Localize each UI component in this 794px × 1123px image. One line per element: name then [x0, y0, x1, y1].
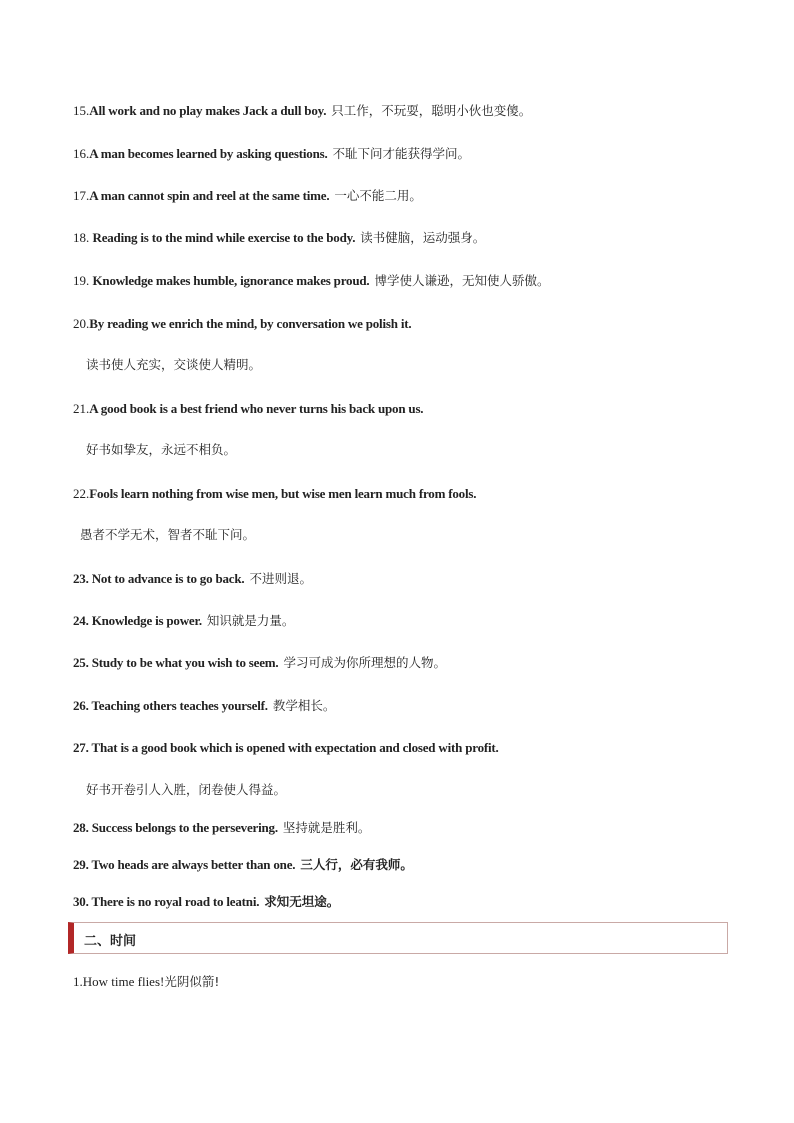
proverb-english: Success belongs to the persevering. — [91, 820, 278, 835]
proverb-number: 21. — [73, 401, 90, 416]
proverb-number: 17. — [73, 188, 90, 203]
proverb-number: 27. — [73, 740, 92, 755]
proverb-translation: 好书如挚友，永远不相负。 — [86, 442, 237, 457]
proverb-line — [73, 697, 335, 715]
proverb-english: Teaching others teaches yourself. — [91, 698, 268, 713]
proverb-chinese: 学习可成为你所理想的人物。 — [283, 655, 446, 670]
time-proverb-english: 1.How time flies! — [73, 974, 165, 989]
proverb-number: 23. — [73, 571, 92, 586]
proverb-line — [73, 570, 312, 588]
proverb-english: Two heads are always better than one. — [91, 857, 296, 872]
proverb-chinese: 三人行，必有我师。 — [300, 857, 413, 872]
proverb-chinese: 知识就是力量。 — [206, 613, 295, 628]
proverb-number: 28. — [73, 820, 92, 835]
proverb-line — [73, 315, 411, 333]
proverb-translation: 愚者不学无术，智者不耻下问。 — [80, 527, 256, 542]
proverb-english: There is no royal road to leatni. — [91, 894, 260, 909]
proverb-number: 29. — [73, 857, 92, 872]
time-proverb-chinese: 光阴似箭! — [164, 974, 220, 989]
proverb-english: Fools learn nothing from wise men, but wise men learn much from fools. — [89, 486, 477, 501]
proverb-line — [73, 739, 499, 757]
proverb-chinese: 一心不能二用。 — [334, 188, 422, 203]
proverb-english: Reading is to the mind while exercise to the body. — [92, 230, 356, 245]
proverb-number: 22. — [73, 486, 90, 501]
proverb-number: 26. — [73, 698, 92, 713]
proverb-english: Knowledge is power. — [91, 613, 202, 628]
proverb-chinese: 不耻下问才能获得学问。 — [332, 146, 471, 161]
proverb-chinese: 博学使人谦逊，无知使人骄傲。 — [374, 273, 550, 288]
proverb-chinese: 只工作，不玩耍，聪明小伙也变傻。 — [331, 103, 532, 118]
proverb-english: All work and no play makes Jack a dull boy. — [89, 103, 327, 118]
proverb-english: Not to advance is to go back. — [91, 571, 245, 586]
proverb-chinese: 不进则退。 — [249, 571, 312, 586]
proverb-line — [73, 819, 370, 837]
proverb-number: 20. — [73, 316, 90, 331]
section-title: 二、时间 — [84, 934, 137, 949]
proverb-chinese: 求知无坦途。 — [264, 894, 340, 909]
proverb-number: 18. — [73, 230, 93, 245]
proverb-line — [73, 654, 446, 672]
proverb-line — [73, 856, 413, 874]
time-proverb-line — [73, 973, 219, 991]
proverb-line — [73, 102, 531, 120]
proverb-chinese: 教学相长。 — [272, 698, 336, 713]
proverb-chinese: 坚持就是胜利。 — [282, 820, 371, 835]
proverb-translation: 好书开卷引人入胜，闭卷使人得益。 — [86, 782, 287, 797]
proverb-number: 19. — [73, 273, 93, 288]
proverb-line — [73, 400, 423, 418]
proverb-english: A man cannot spin and reel at the same time. — [89, 188, 330, 203]
proverb-line — [73, 893, 339, 911]
proverb-line — [73, 187, 422, 205]
proverb-english: By reading we enrich the mind, by conversation we polish it. — [89, 316, 412, 331]
proverb-number: 24. — [73, 613, 92, 628]
proverb-english: Knowledge makes humble, ignorance makes proud. — [92, 273, 370, 288]
proverb-number: 16. — [73, 146, 90, 161]
proverb-english: A good book is a best friend who never turns his back upon us. — [89, 401, 424, 416]
proverb-translation: 读书使人充实，交谈使人精明。 — [86, 357, 262, 372]
proverb-number: 25. — [73, 655, 92, 670]
proverb-line — [73, 145, 470, 163]
proverb-chinese: 读书健脑，运动强身。 — [360, 230, 486, 245]
proverb-english: A man becomes learned by asking questions. — [89, 146, 328, 161]
proverb-line — [73, 229, 485, 247]
section-header — [68, 922, 728, 954]
proverb-line — [73, 272, 549, 290]
proverb-line — [73, 485, 476, 503]
proverb-line — [73, 612, 294, 630]
proverb-english: That is a good book which is opened with expectation and closed with profit. — [91, 740, 499, 755]
proverb-english: Study to be what you wish to seem. — [91, 655, 279, 670]
proverb-number: 30. — [73, 894, 92, 909]
proverb-number: 15. — [73, 103, 90, 118]
